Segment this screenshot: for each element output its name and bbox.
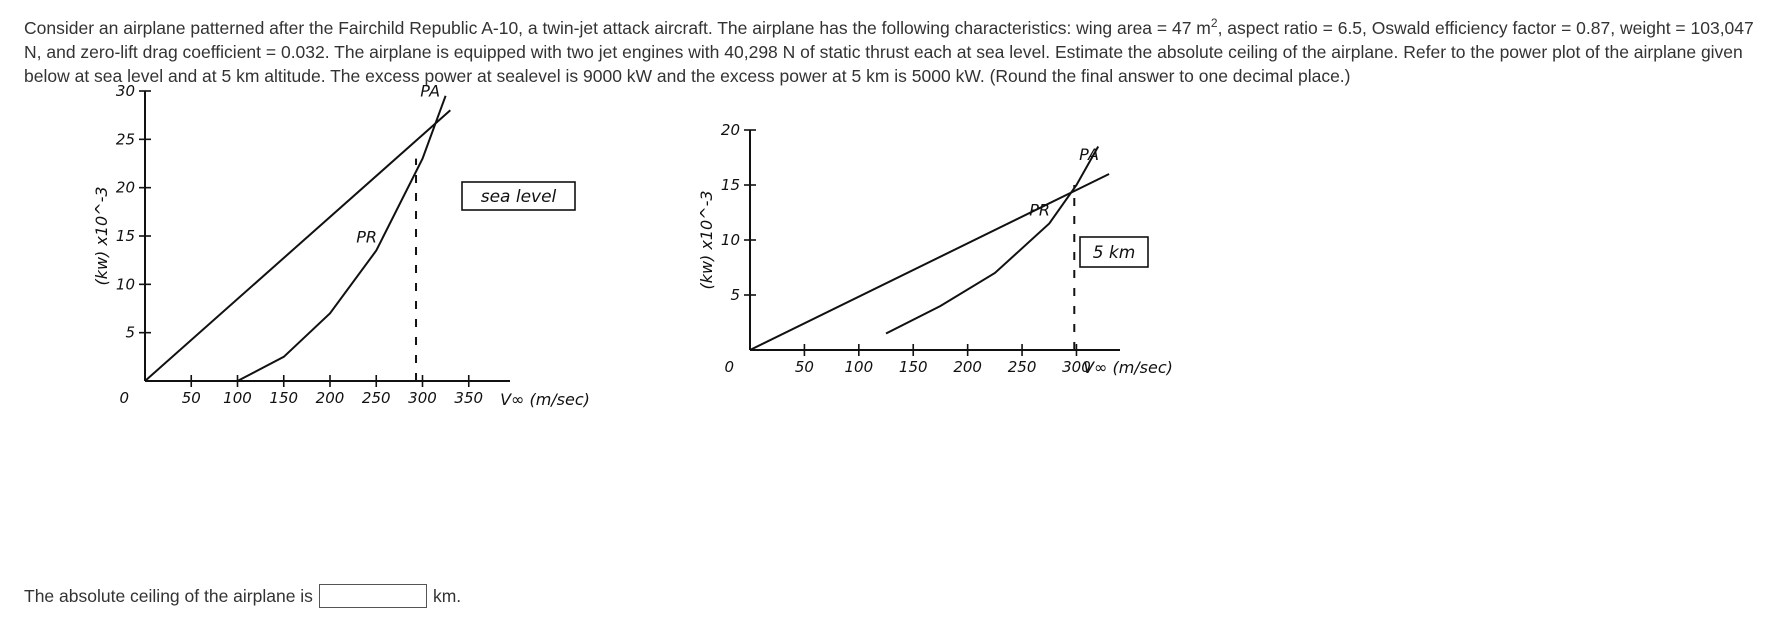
series-label-pr: PR <box>356 227 378 247</box>
chart-group <box>697 121 1173 377</box>
question-part2: , aspect ratio = 6.5, Oswald efficiency factor = 0.87, weight = 103,047 N, and zero-lift drag coefficient = 0.032. The airplane is equipped with two jet engines with 40,298 N of static thrust each at sea level. Estimate the absolute ceiling of the airplane. Refer to the power plot of the airplane given below at sea level and at 5 km altitude. The excess power at sealevel is 9000 kW and the excess power at 5 km is 5000 kW. (Round the final answer to one decimal place.) <box>24 18 1754 86</box>
series-line-pa <box>750 174 1109 350</box>
y-tick-label: 30 <box>115 82 135 100</box>
y-axis-label: (kw) x10^-3 <box>697 190 716 290</box>
y-tick-label: 10 <box>720 231 740 249</box>
y-tick-label: 20 <box>115 178 135 197</box>
series-label-pa: PA <box>1079 145 1099 164</box>
x-tick-label: 100 <box>223 389 252 407</box>
question-part1: Consider an airplane patterned after the Fairchild Republic A-10, a twin-jet attack aircraft. The airplane has the following characteristics: wing area = 47 m <box>24 18 1211 38</box>
x-axis-label: V∞ (m/sec) <box>500 390 590 409</box>
condition-label: 5 km <box>1092 243 1136 263</box>
series-line-pr <box>886 147 1098 334</box>
y-tick-label: 0 <box>724 358 734 376</box>
x-tick-label: 200 <box>315 389 345 407</box>
y-tick-label: 25 <box>115 130 135 149</box>
chart-group <box>92 81 590 409</box>
y-axis-label: (kw) x10^-3 <box>92 186 111 286</box>
y-tick-label: 0 <box>119 389 129 407</box>
x-tick-label: 300 <box>1062 358 1091 376</box>
y-tick-label: 5 <box>730 286 740 304</box>
answer-prefix: The absolute ceiling of the airplane is <box>24 585 313 606</box>
question-superscript: 2 <box>1210 16 1218 31</box>
x-tick-label: 150 <box>898 358 928 376</box>
series-label-pa: PA <box>420 81 441 101</box>
y-tick-label: 10 <box>115 275 135 294</box>
y-tick-label: 15 <box>720 176 740 194</box>
x-tick-label: 50 <box>794 358 814 376</box>
x-axis-label: V∞ (m/sec) <box>1083 358 1173 377</box>
y-tick-label: 20 <box>720 121 740 139</box>
y-tick-label: 15 <box>115 227 135 245</box>
x-tick-label: 100 <box>844 358 874 376</box>
x-tick-label: 250 <box>361 389 391 407</box>
answer-row <box>24 584 461 608</box>
x-tick-label: 250 <box>1007 358 1037 376</box>
x-tick-label: 50 <box>181 389 201 407</box>
absolute-ceiling-input[interactable] <box>319 584 427 608</box>
five-km-power-chart <box>697 121 1400 480</box>
x-tick-label: 200 <box>953 358 982 376</box>
series-line-pr <box>238 96 446 381</box>
x-tick-label: 350 <box>454 389 484 407</box>
answer-unit: km. <box>432 585 462 606</box>
series-label-pr: PR <box>1029 200 1051 220</box>
x-tick-label: 150 <box>269 389 299 407</box>
y-tick-label: 5 <box>125 323 135 342</box>
series-line-pa <box>145 110 450 381</box>
sea-level-power-chart <box>92 81 700 505</box>
condition-label: sea level <box>480 187 557 207</box>
x-tick-label: 300 <box>408 389 437 407</box>
question-text <box>24 16 1774 88</box>
